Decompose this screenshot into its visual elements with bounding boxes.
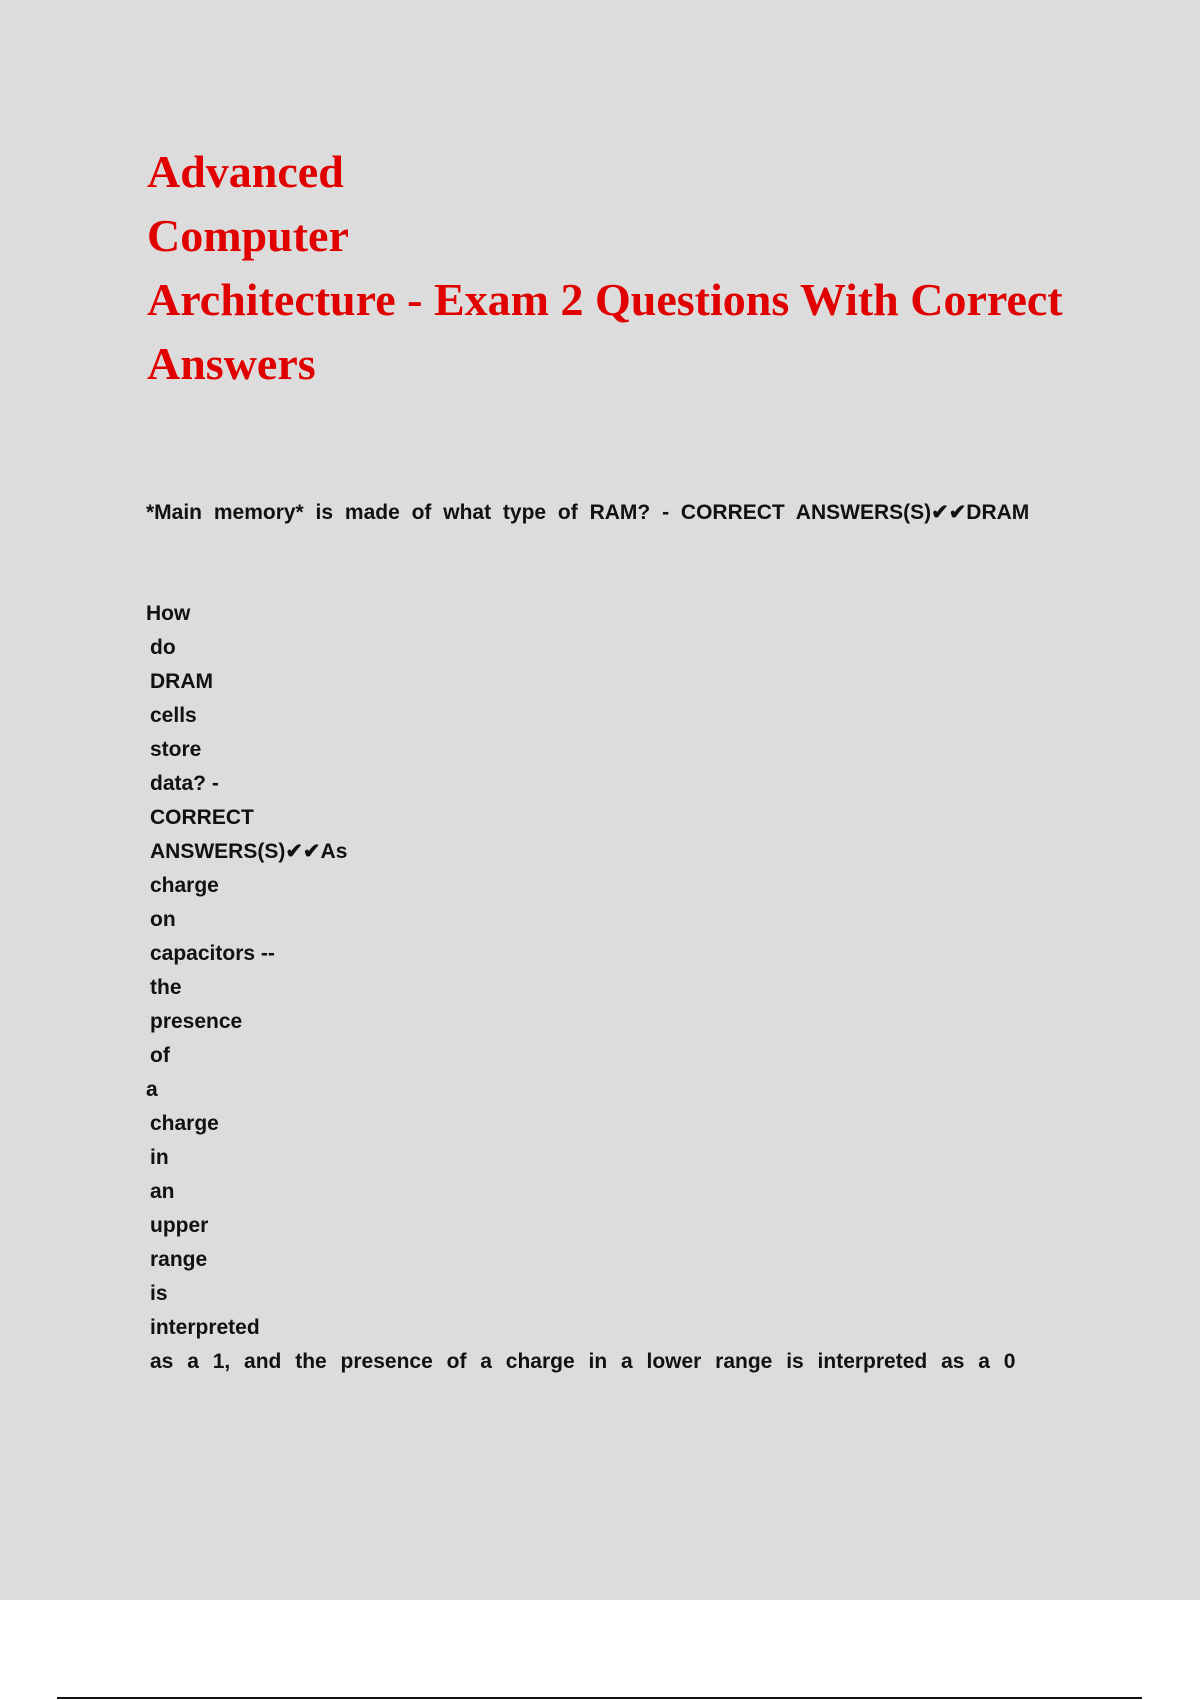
qa-word: ANSWERS(S)✔✔As [150, 840, 348, 863]
qa-word: presence [150, 1010, 243, 1033]
qa-word: capacitors -- [150, 942, 275, 965]
qa-word: How [146, 602, 191, 625]
qa-word: CORRECT [150, 806, 254, 829]
qa-word: charge [150, 1112, 219, 1135]
title-line: Computer [147, 210, 349, 261]
qa-word: is [150, 1282, 168, 1305]
qa-word: store [150, 738, 202, 761]
footer-divider [57, 1697, 1142, 1699]
qa-word: DRAM [150, 670, 213, 693]
qa-word: on [150, 908, 176, 931]
qa-word: of [150, 1044, 170, 1067]
title-line: Architecture - Exam 2 Questions With Correct [147, 274, 1063, 325]
qa-word: upper [150, 1214, 209, 1237]
qa-word: data? - [150, 772, 219, 795]
title-line: Advanced [147, 146, 344, 197]
qa-word: a [146, 1078, 158, 1101]
qa-word: range [150, 1248, 208, 1271]
qa-word: interpreted [150, 1316, 260, 1339]
title-line: Answers [147, 338, 316, 389]
qa-word: cells [150, 704, 197, 727]
document-title [147, 140, 1063, 396]
question-answer-main-memory: *Main memory* is made of what type of RAM? - CORRECT ANSWERS(S)✔✔DRAM [146, 501, 1030, 524]
qa-word: do [150, 636, 176, 659]
qa-word: an [150, 1180, 175, 1203]
qa-word: charge [150, 874, 219, 897]
qa-word: the [150, 976, 182, 999]
qa-word: in [150, 1146, 169, 1169]
question-answer-dram-cells [146, 597, 1015, 1379]
qa-answer-tail: as a 1, and the presence of a charge in a lower range is interpreted as a 0 [150, 1350, 1016, 1373]
